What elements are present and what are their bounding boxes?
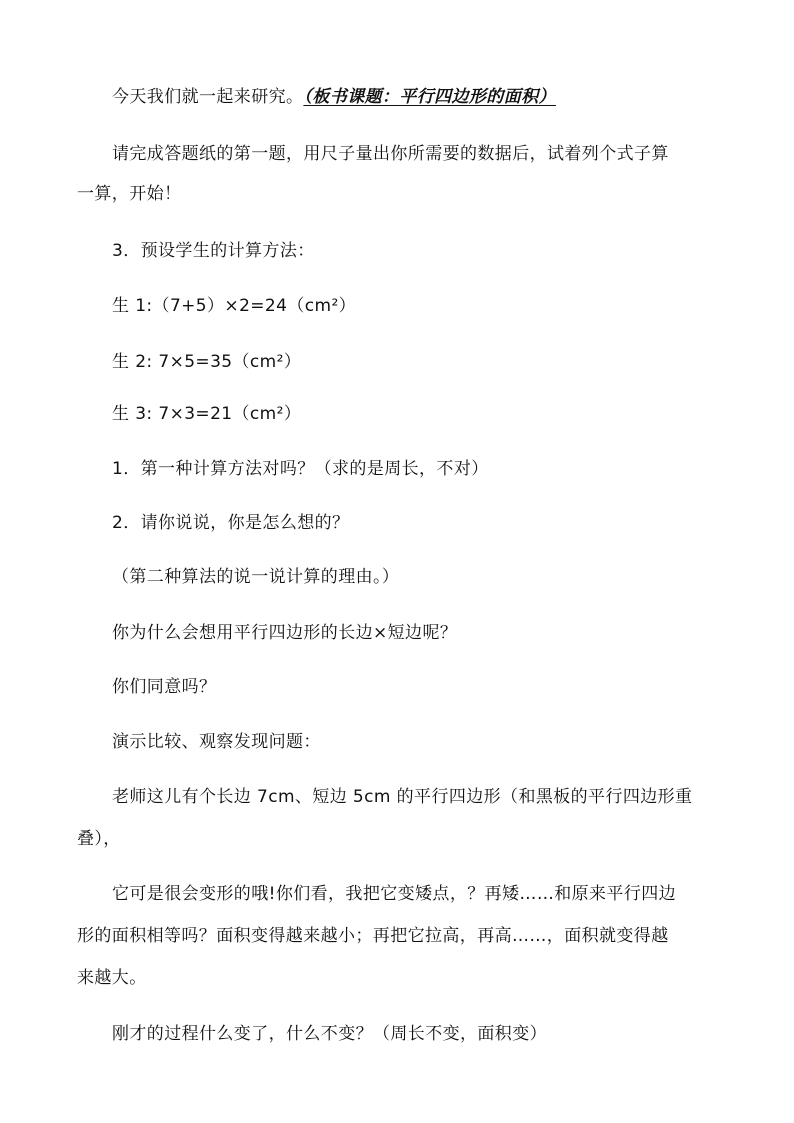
paragraph-teacher-line1: 老师这儿有个长边 7cm、短边 5cm 的平行四边形（和黑板的平行四边形重 [112,787,693,807]
question-2: 2．请你说说，你是怎么想的？ [112,513,350,533]
heading-methods: 3．预设学生的计算方法： [112,241,315,261]
paragraph-conclusion: 刚才的过程什么变了，什么不变？（周长不变，面积变） [112,1024,547,1044]
note-reason: （第二种算法的说一说计算的理由。） [112,567,400,587]
paragraph-transform-line2: 形的面积相等吗？面积变得越来越小；再把它拉高，再高……，面积就变得越 [77,926,669,946]
intro-text: 今天我们就一起来研究。 [112,87,304,107]
question-1: 1．第一种计算方法对吗？（求的是周长，不对） [112,459,489,479]
paragraph-task-line1: 请完成答题纸的第一题，用尺子量出你所需要的数据后，试着列个式子算 [112,144,669,164]
question-why: 你为什么会想用平行四边形的长边×短边呢？ [112,623,458,643]
paragraph-transform-line1: 它可是很会变形的哦!你们看，我把它变矮点，？再矮……和原来平行四边 [112,884,677,904]
question-agree: 你们同意吗？ [112,677,217,697]
paragraph-intro [112,86,724,108]
heading-demo: 演示比较、观察发现问题： [112,732,321,752]
student-method-1: 生 1:（7+5）×2=24（cm²） [112,296,357,316]
paragraph-transform-line3: 来越大。 [77,968,147,988]
paragraph-teacher-line2: 叠）， [77,829,121,849]
paragraph-task-line2: 一算，开始！ [77,184,182,204]
lesson-title-note: （板书课题：平行四边形的面积） [303,87,556,107]
student-method-3: 生 3: 7×3=21（cm²） [112,404,302,424]
student-method-2: 生 2: 7×5=35（cm²） [112,352,302,372]
